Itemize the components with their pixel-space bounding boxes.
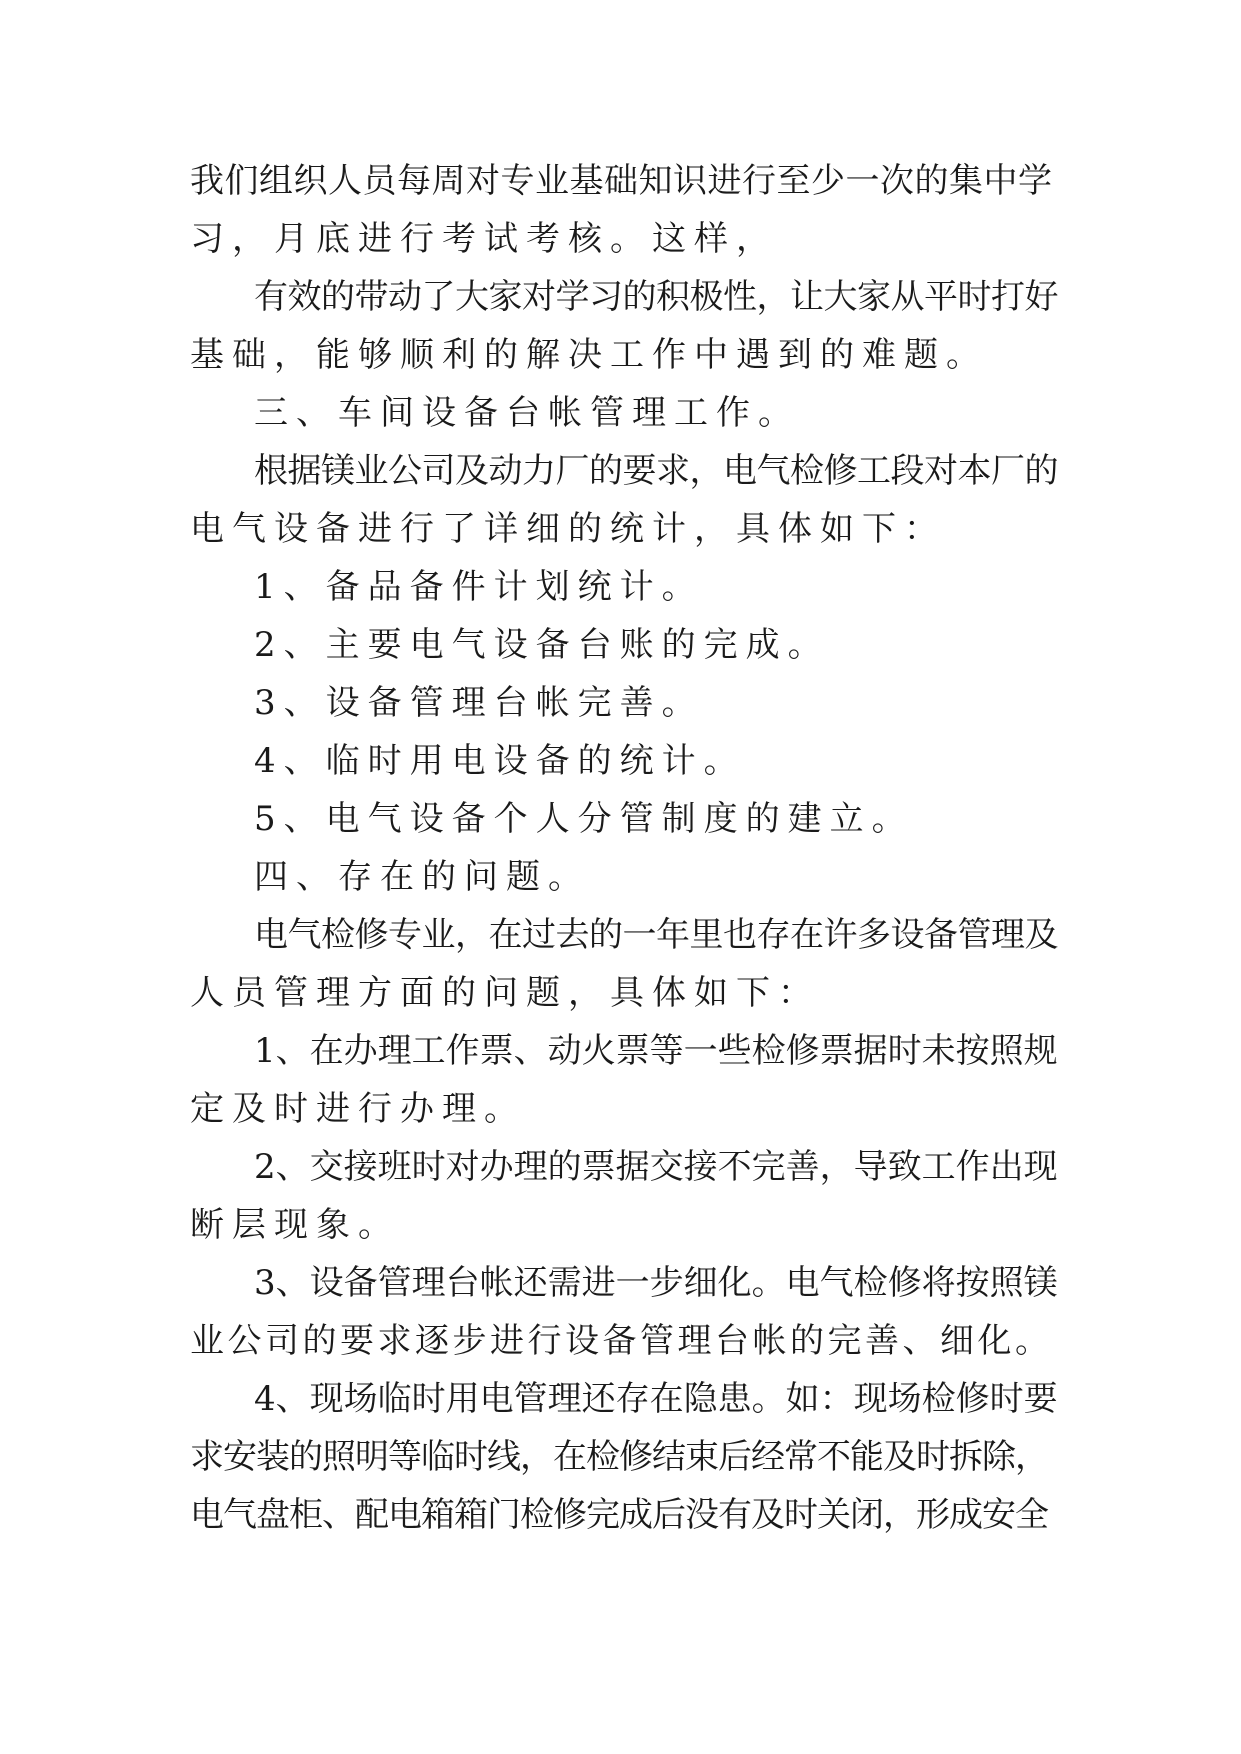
text-line: 人员管理方面的问题，具体如下：: [190, 973, 820, 1013]
text-line: 电气设备进行了详细的统计，具体如下：: [190, 509, 946, 549]
text-line: 习，月底进行考试考核。这样，: [190, 219, 778, 259]
text-line: 2、主要电气设备台账的完成。: [254, 625, 830, 665]
text-line: 三、车间设备台帐管理工作。: [254, 393, 800, 433]
text-line: 定及时进行办理。: [190, 1089, 526, 1129]
text-line: 3、设备管理台帐还需进一步细化。电气检修将按照镁: [254, 1263, 1058, 1303]
text-line: 电气检修专业，在过去的一年里也存在许多设备管理及: [254, 915, 1058, 955]
text-line: 5、电气设备个人分管制度的建立。: [254, 799, 914, 839]
text-line: 3、设备管理台帐完善。: [254, 683, 704, 723]
text-line: 1、备品备件计划统计。: [254, 567, 704, 607]
text-line: 基础，能够顺利的解决工作中遇到的难题。: [190, 335, 988, 375]
text-line: 根据镁业公司及动力厂的要求，电气检修工段对本厂的: [254, 451, 1058, 491]
text-line: 1、在办理工作票、动火票等一些检修票据时未按照规: [254, 1031, 1058, 1071]
text-line: 四、存在的问题。: [254, 857, 590, 897]
text-line: 2、交接班时对办理的票据交接不完善，导致工作出现: [254, 1147, 1058, 1187]
document-body: [190, 152, 1060, 1544]
text-line: 电气盘柜、配电箱箱门检修完成后没有及时关闭，形成安全: [190, 1495, 1048, 1535]
text-line: 4、现场临时用电管理还存在隐患。如：现场检修时要: [254, 1379, 1058, 1419]
text-line: 有效的带动了大家对学习的积极性，让大家从平时打好: [254, 277, 1058, 317]
text-line: 我们组织人员每周对专业基础知识进行至少一次的集中学: [190, 161, 1053, 201]
text-line: 求安装的照明等临时线，在检修结束后经常不能及时拆除，: [190, 1437, 1048, 1477]
text-line: 断层现象。: [190, 1205, 400, 1245]
text-line: 业公司的要求逐步进行设备管理台帐的完善、细化。: [190, 1321, 1053, 1361]
text-line: 4、临时用电设备的统计。: [254, 741, 746, 781]
